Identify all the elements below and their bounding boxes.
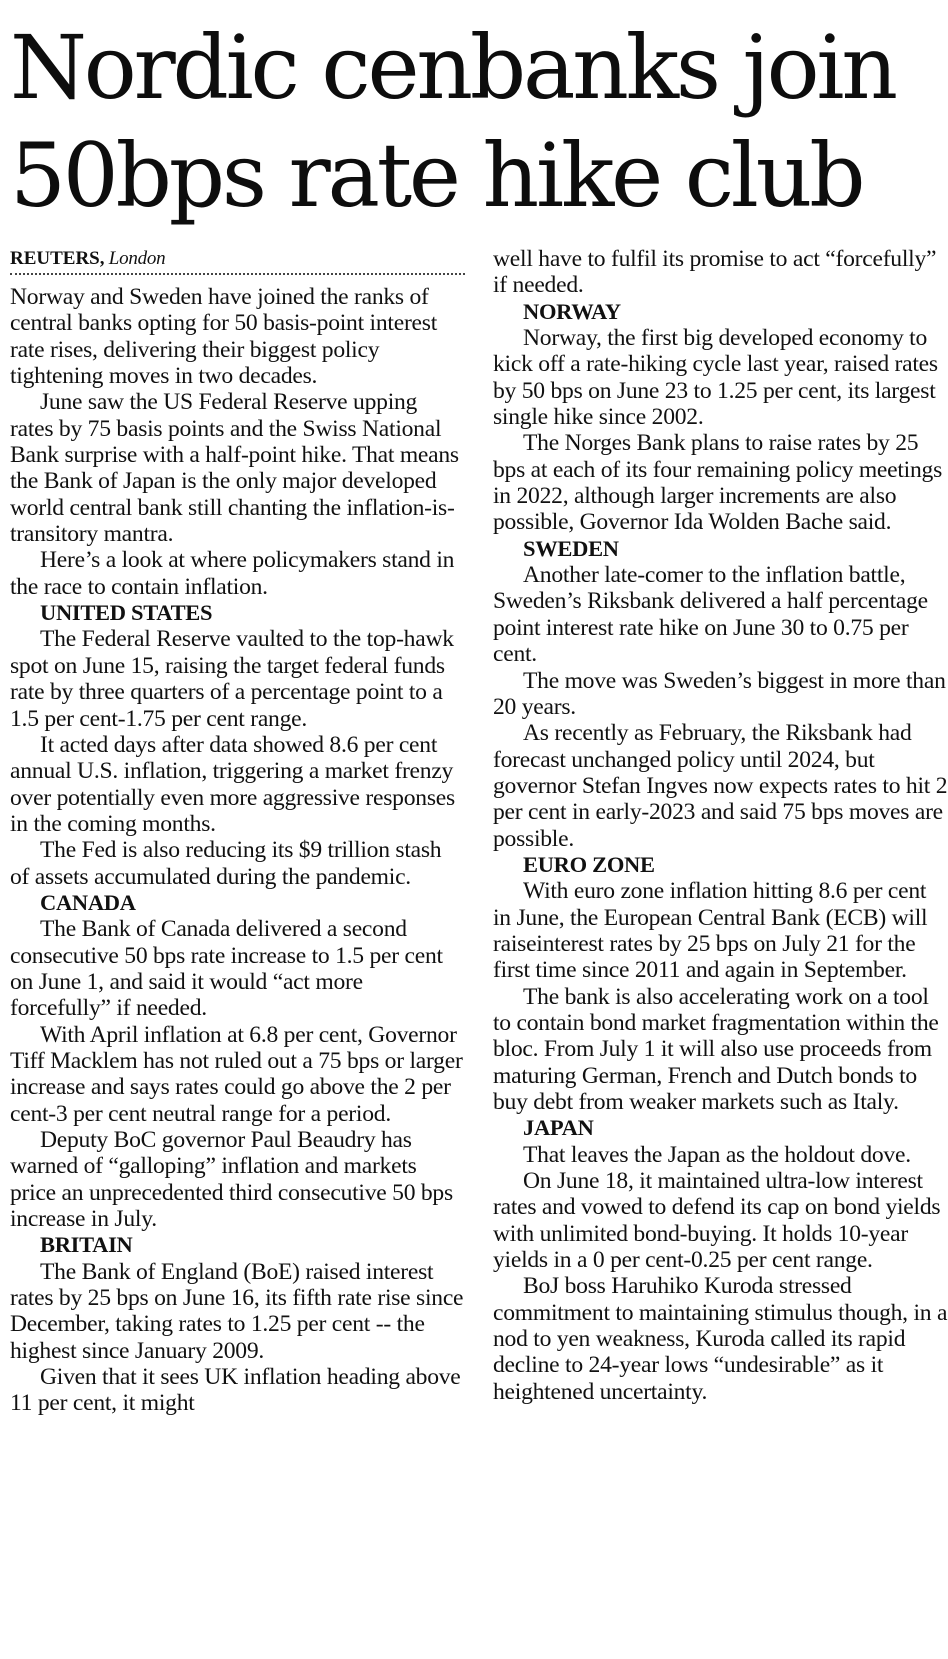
byline xyxy=(10,246,465,275)
paragraph: With euro zone inflation hitting 8.6 per cent in June, the European Central Bank (ECB) will raiseinterest rates by 25 bps on July 21 for the first time since 2011 and again in September. xyxy=(493,878,928,984)
section-heading-canada: CANADA xyxy=(40,889,136,915)
paragraph: Given that it sees UK inflation heading above 11 per cent, it might xyxy=(10,1364,461,1417)
paragraph: The Federal Reserve vaulted to the top-hawk spot on June 15, raising the target federal funds rate by three quarters of a percentage point to a 1.5 per cent-1.75 per cent range. xyxy=(10,626,454,732)
paragraph: Deputy BoC governor Paul Beaudry has warned of “galloping” inflation and markets price an unprecedented third consecutive 50 bps increase in July. xyxy=(10,1127,453,1233)
paragraph: It acted days after data showed 8.6 per cent annual U.S. inflation, triggering a market frenzy over potentially even more aggressive responses in the coming months. xyxy=(10,731,455,837)
section-heading-united-states: UNITED STATES xyxy=(40,600,213,626)
section-heading-norway: NORWAY xyxy=(523,298,621,324)
paragraph: The move was Sweden’s biggest in more than 20 years. xyxy=(493,667,946,720)
paragraph: Here’s a look at where policymakers stand in the race to contain inflation. xyxy=(10,547,455,600)
paragraph: BoJ boss Haruhiko Kuroda stressed commitment to maintaining stimulus though, in a nod to yen weakness, Kuroda called its rapid decline to 24-year lows “undesirable” as it heightened uncertainty. xyxy=(493,1273,948,1405)
headline-line-1: Nordic cenbanks join xyxy=(10,16,895,119)
section-heading-britain: BRITAIN xyxy=(40,1232,133,1258)
article-column-left xyxy=(10,246,465,1417)
section-heading-sweden: SWEDEN xyxy=(523,535,619,561)
paragraph: The Bank of England (BoE) raised interest rates by 25 bps on June 16, its fifth rate rise since December, taking rates to 1.25 per cent -- the highest since January 2009. xyxy=(10,1258,464,1364)
paragraph: Another late-comer to the inflation battle, Sweden’s Riksbank delivered a half percentage point interest rate hike on June 30 to 0.75 per cent. xyxy=(493,562,928,668)
paragraph: The Norges Bank plans to raise rates by 25 bps at each of its four remaining policy meetings in 2022, although larger increments are also possible, Governor Ida Wolden Bache said. xyxy=(493,430,943,536)
paragraph-intro: Norway and Sweden have joined the ranks of central banks opting for 50 basis-point interest rate rises, delivering their biggest policy tightening moves in two decades. xyxy=(10,284,438,390)
paragraph: On June 18, it maintained ultra-low interest rates and vowed to defend its cap on bond yields with unlimited bond-buying. It holds 10-year yields in a 0 per cent-0.25 per cent range. xyxy=(493,1168,941,1274)
paragraph: With April inflation at 6.8 per cent, Governor Tiff Macklem has not ruled out a 75 bps or larger increase and says rates could go above the 2 per cent-3 per cent neutral range for a period. xyxy=(10,1021,463,1127)
byline-agency: REUTERS xyxy=(10,248,100,269)
headline-line-2: 50bps rate hike club xyxy=(10,124,863,227)
byline-place: London xyxy=(108,248,166,269)
byline-separator: , xyxy=(99,248,105,269)
article-column-right xyxy=(493,246,948,1405)
paragraph: The Fed is also reducing its $9 trillion stash of assets accumulated during the pandemic. xyxy=(10,837,442,890)
section-heading-japan: JAPAN xyxy=(523,1115,594,1141)
paragraph: Norway, the first big developed economy to kick off a rate-hiking cycle last year, raised rates by 50 bps on June 23 to 1.25 per cent, its largest single hike since 2002. xyxy=(493,325,938,431)
section-heading-euro-zone: EURO ZONE xyxy=(523,851,655,877)
article-headline xyxy=(10,14,940,230)
paragraph: June saw the US Federal Reserve upping rates by 75 basis points and the Swiss National Bank surprise with a half-point hike. That means the Bank of Japan is the only major developed world central bank still chanting the inflation-is-transitory mantra. xyxy=(10,389,459,548)
paragraph: As recently as February, the Riksbank had forecast unchanged policy until 2024, but governor Stefan Ingves now expects rates to hit 2 per cent in early-2023 and said 75 bps moves are possible. xyxy=(493,720,948,852)
paragraph: The bank is also accelerating work on a tool to contain bond market fragmentation within the bloc. From July 1 it will also use proceeds from maturing German, French and Dutch bonds to buy debt from weaker markets such as Italy. xyxy=(493,983,939,1115)
paragraph: The Bank of Canada delivered a second consecutive 50 bps rate increase to 1.5 per cent on June 1, and said it would “act more forcefully” if needed. xyxy=(10,916,443,1022)
paragraph-continued: well have to fulfil its promise to act “forcefully” if needed. xyxy=(493,246,937,299)
paragraph: That leaves the Japan as the holdout dove. xyxy=(523,1141,911,1168)
